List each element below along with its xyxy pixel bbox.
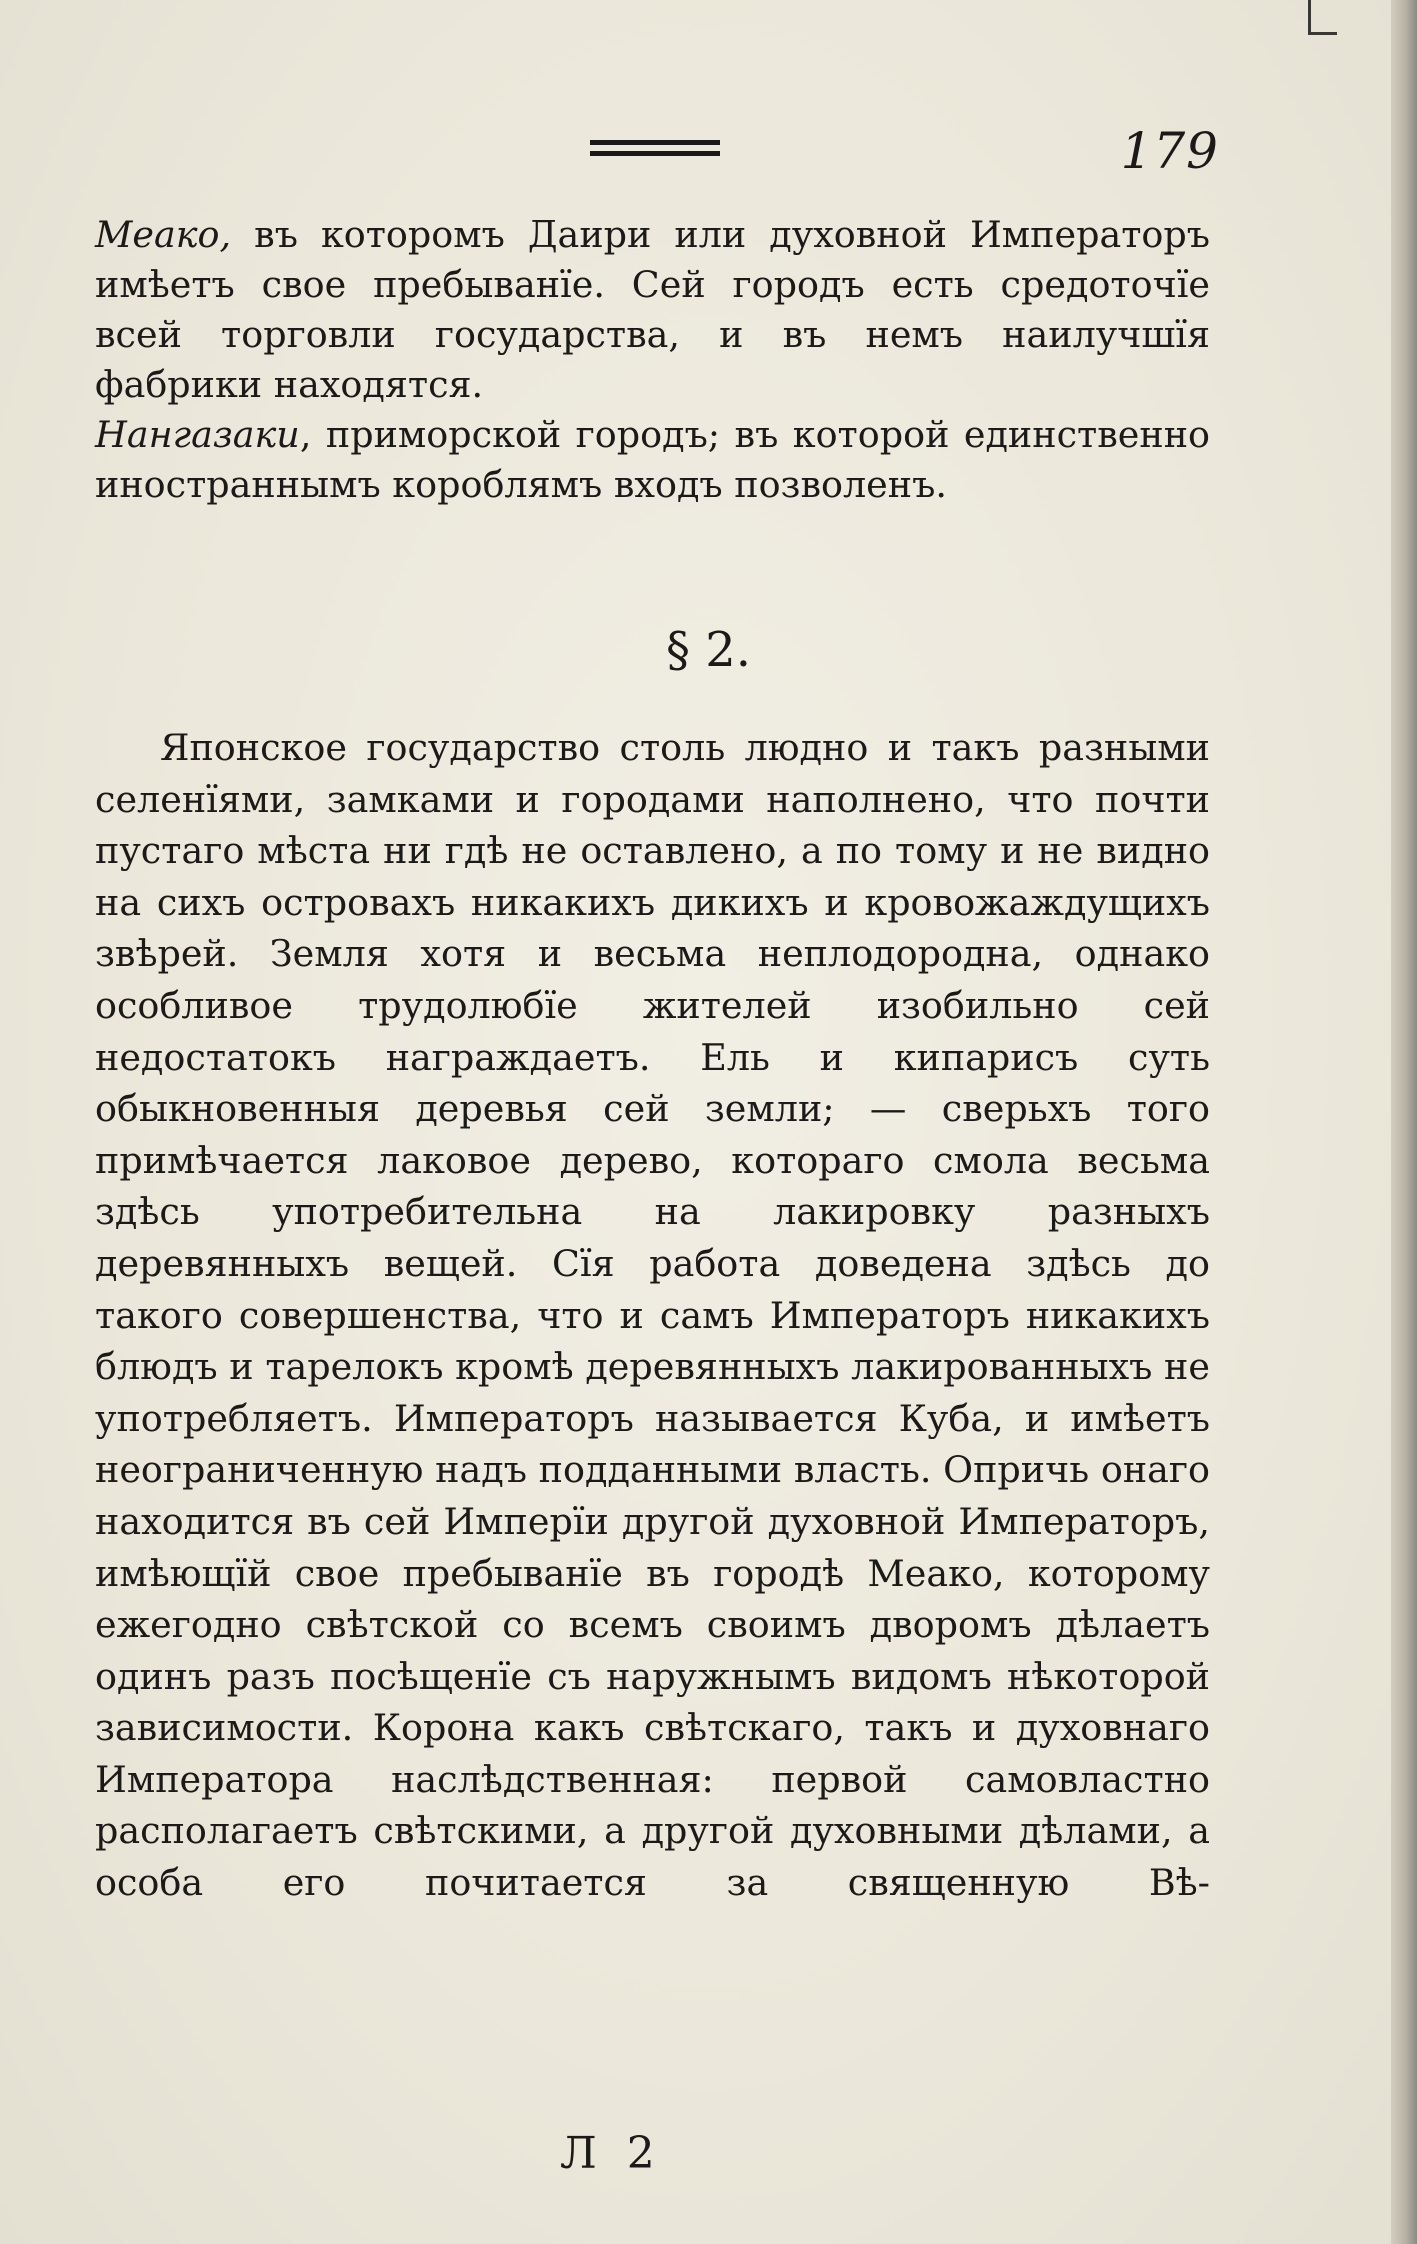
place-name-nangazaki: Нангазаки [95, 413, 300, 456]
paragraph-meako [95, 210, 1210, 410]
page-edge-shadow [1391, 0, 1417, 2244]
place-name-meako: Меако, [95, 213, 232, 256]
page-number: 179 [1120, 122, 1219, 180]
section-heading: § 2. [665, 622, 752, 678]
paragraph-meako-text: въ которомъ Даири или духовной Императоръ имѣетъ свое пребыванїе. Сей городъ есть средоточїе всей торговли государства, и въ немъ наилучшїя фабрики находятся. [95, 213, 1210, 406]
header-rule [590, 140, 720, 162]
top-text-block [95, 210, 1210, 510]
main-text-block [95, 722, 1210, 1909]
printer-signature: Л 2 [560, 2128, 663, 2179]
corner-mark [1308, 0, 1337, 35]
paragraph-nangazaki-text: , приморской городъ; въ которой единственно иностраннымъ короблямъ входъ позволенъ. [95, 413, 1210, 506]
paragraph-nangazaki [95, 410, 1210, 510]
paragraph-japan: Японское государство столь людно и такъ разными селенїями, замками и городами наполнено, что почти пустаго мѣста ни гдѣ не оставлено, а по тому и не видно на сихъ островахъ никакихъ дикихъ и кровожаждущихъ звѣрей. Земля хотя и весьма неплодородна, однако особливое трудолюбїе жителей изобильно сей недостатокъ награждаетъ. Ель и кипарисъ суть обыкновенныя деревья сей земли; — сверьхъ того примѣчается лаковое дерево, котораго смола весьма здѣсь употребительна на лакировку разныхъ деревянныхъ вещей. Сїя работа доведена здѣсь до такого совершенства, что и самъ Императоръ никакихъ блюдъ и тарелокъ кромѣ деревянныхъ лакированныхъ не употребляетъ. Императоръ называется Куба, и имѣетъ неограниченную надъ подданными власть. Опричь онаго находится въ сей Имперїи другой духовной Императоръ, имѣющїй свое пребыванїе въ городѣ Меако, которому ежегодно свѣтской со всемъ своимъ дворомъ дѣлаетъ одинъ разъ посѣщенїе съ наружнымъ видомъ нѣкоторой зависимости. Корона какъ свѣтскаго, такъ и духовнаго Императора наслѣдственная: первой самовластно располагаетъ свѣтскими, а другой духовными дѣлами, а особа его почитается за священную Вѣ- [95, 726, 1210, 1905]
